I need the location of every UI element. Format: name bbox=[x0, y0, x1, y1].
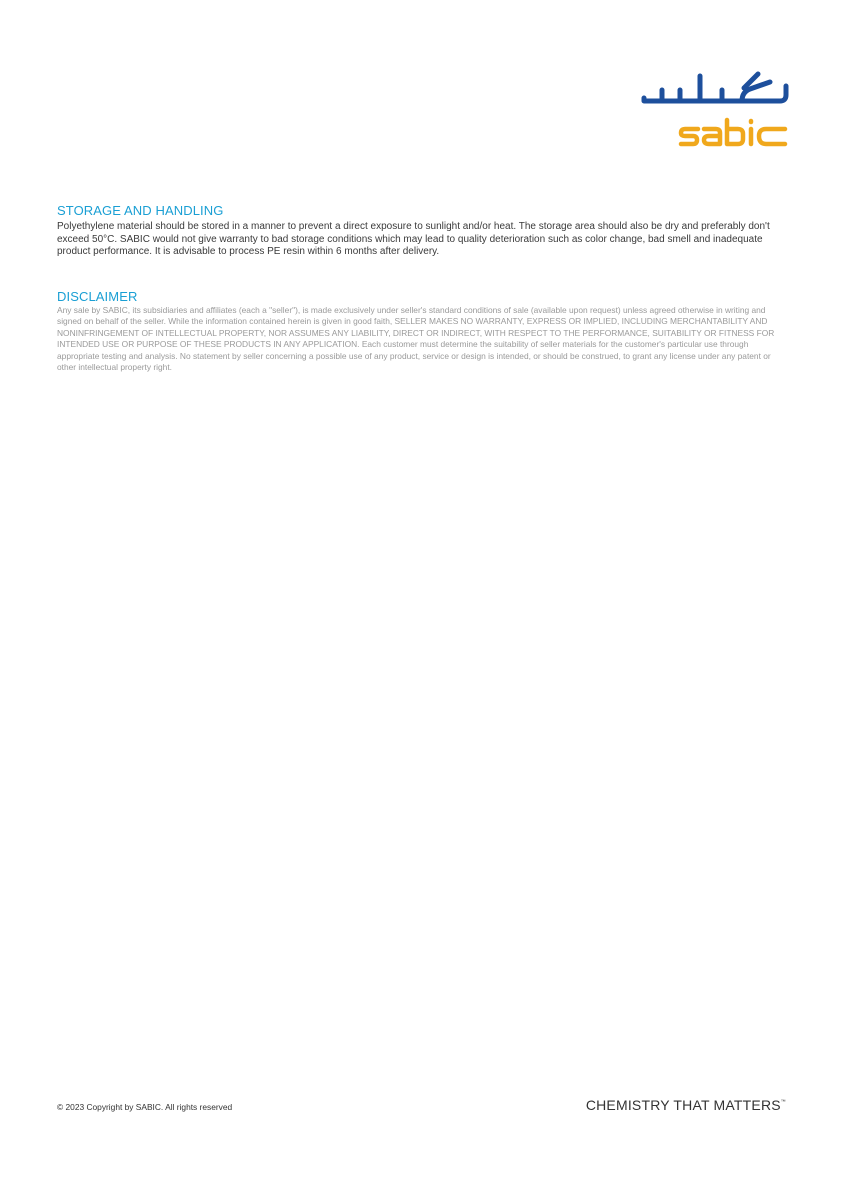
trademark-symbol: ™ bbox=[780, 1099, 786, 1105]
disclaimer-section bbox=[57, 289, 791, 373]
tagline-text: CHEMISTRY THAT MATTERS bbox=[585, 1097, 781, 1113]
storage-title: STORAGE AND HANDLING bbox=[57, 203, 224, 218]
storage-body: Polyethylene material should be stored in a manner to prevent a direct exposure to sunlight and/or heat. The storage area should also be dry and preferably don't exceed 50°C. SABIC would not give warranty to bad storage conditions which may lead to quality deterioration such as color change, bad smell and inadequate product performance. It is advisable to process PE resin within 6 months after delivery. bbox=[57, 221, 770, 258]
tagline bbox=[586, 1097, 786, 1113]
disclaimer-title: DISCLAIMER bbox=[57, 289, 138, 304]
copyright-text: © 2023 Copyright by SABIC. All rights reserved bbox=[57, 1102, 233, 1112]
sabic-logo-icon bbox=[638, 64, 790, 150]
storage-section bbox=[57, 203, 791, 259]
disclaimer-body: Any sale by SABIC, its subsidiaries and affiliates (each a "seller"), is made exclusively under seller's standard conditions of sale (available upon request) unless agreed otherwise in writing and signed on behalf of the seller. While the information contained herein is given in good faith, SELLER MAKES NO WARRANTY, EXPRESS OR IMPLIED, INCLUDING MERCHANTABILITY AND NONINFRINGEMENT OF INTELLECTUAL PROPERTY, NOR ASSUMES ANY LIABILITY, DIRECT OR INDIRECT, WITH RESPECT TO THE PERFORMANCE, SUITABILITY OR FITNESS FOR INTENDED USE OR PURPOSE OF THESE PRODUCTS IN ANY APPLICATION. Each customer must determine the suitability of seller materials for the customer's particular use through appropriate testing and analysis. No statement by seller concerning a possible use of any product, service or design is intended, or should be construed, to grant any license under any patent or other intellectual property right. bbox=[57, 305, 775, 373]
sabic-logo bbox=[638, 64, 790, 150]
